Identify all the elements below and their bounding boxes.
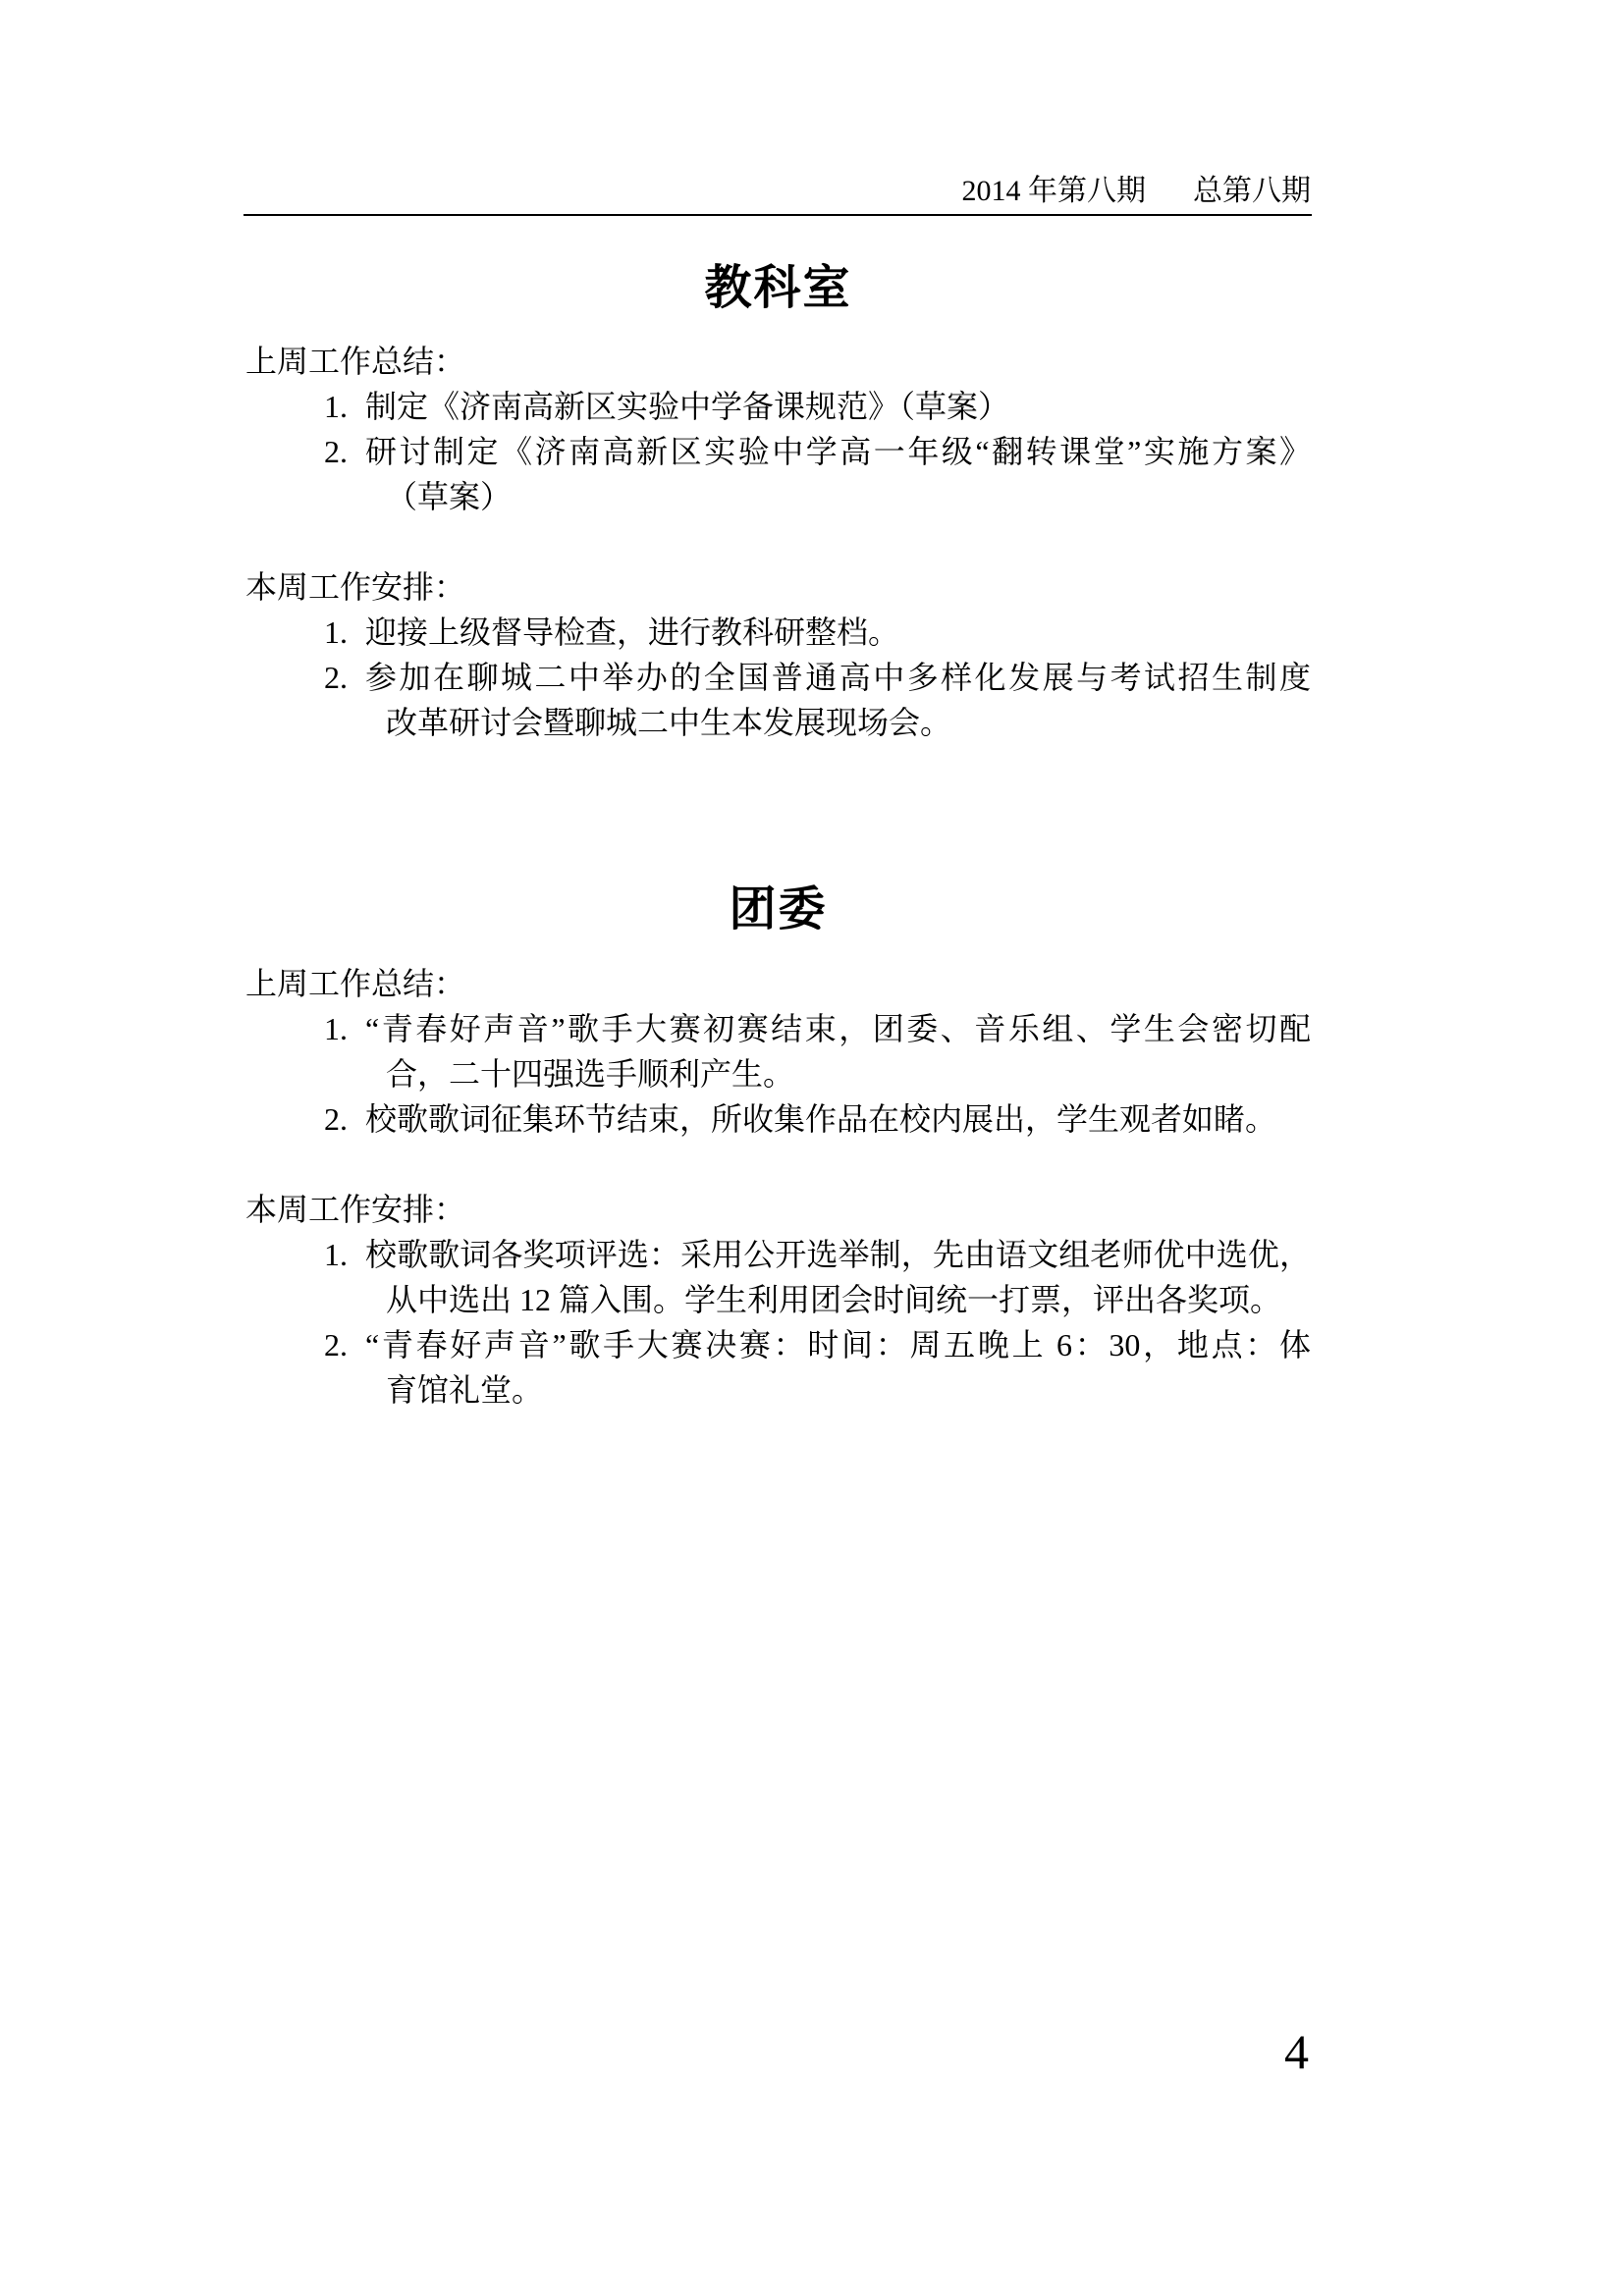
list-item-text: 研讨制定《济南高新区实验中学高一年级“翻转课堂”实施方案》 (365, 434, 1311, 469)
group-label: 本周工作安排： (245, 1192, 466, 1227)
list-item-number: 2. (324, 1327, 348, 1362)
list-item-line (324, 1006, 1311, 1051)
group-label: 上周工作总结： (245, 344, 466, 379)
group-label: 上周工作总结： (245, 966, 466, 1001)
list-item (324, 384, 1311, 429)
section-title-teaching-research: 教科室 (704, 260, 852, 315)
list-item-line (386, 474, 1311, 519)
list-item-text: “青春好声音”歌手大赛决赛：时间：周五晚上 6：30，地点：体 (365, 1327, 1311, 1362)
last-week-summary (245, 339, 1311, 519)
list-item-text: 校歌歌词征集环节结束，所收集作品在校内展出，学生观者如睹。 (365, 1101, 1277, 1137)
list-item-line (386, 700, 1311, 745)
list-item-number: 1. (324, 1011, 348, 1046)
section-title-youth-league: 团委 (729, 881, 828, 936)
list-item-line (324, 655, 1311, 700)
list-item-line (386, 1367, 1311, 1413)
issue-label: 2014 年第八期 (961, 175, 1146, 207)
group-label: 本周工作安排： (245, 569, 466, 605)
list-item-text: 迎接上级督导检查，进行教科研整档。 (365, 614, 900, 650)
list-item-text: （草案） (386, 479, 513, 514)
list-item-number: 1. (324, 614, 348, 650)
list-item-line (386, 1051, 1311, 1096)
list-item (324, 610, 1311, 655)
list-item-line (324, 1096, 1311, 1142)
section-body-youth-league (245, 961, 1311, 1413)
running-header (245, 172, 1311, 211)
list-item-number: 2. (324, 434, 348, 469)
list-item-number: 1. (324, 1237, 348, 1272)
list-item (324, 655, 1311, 745)
header-rule (244, 214, 1312, 216)
this-week-plan (245, 1187, 1311, 1413)
list-item (324, 1096, 1311, 1142)
list-item-text: 合，二十四强选手顺利产生。 (386, 1056, 795, 1092)
list-item-line (386, 1277, 1311, 1322)
list-item (324, 1232, 1311, 1322)
list-item-text: 校歌歌词各奖项评选：采用公开选举制，先由语文组老师优中选优， (365, 1237, 1311, 1272)
total-issue-label: 总第八期 (1193, 175, 1311, 207)
list-item-number: 2. (324, 1101, 348, 1137)
section-body-teaching-research (245, 339, 1311, 745)
list-item-text: 参加在聊城二中举办的全国普通高中多样化发展与考试招生制度 (365, 660, 1311, 695)
list-item-line (324, 1232, 1311, 1277)
list-item-line (324, 610, 1311, 655)
list-item-text: 从中选出 12 篇入围。学生利用团会时间统一打票，评出各奖项。 (386, 1282, 1282, 1317)
list-item-number: 2. (324, 660, 348, 695)
list-item-text: 育馆礼堂。 (386, 1372, 544, 1408)
page-number: 4 (1284, 2024, 1309, 2079)
list-item (324, 1322, 1311, 1413)
list-item-text: 制定《济南高新区实验中学备课规范》（草案） (365, 389, 1010, 424)
list-item-text: “青春好声音”歌手大赛初赛结束，团委、音乐组、学生会密切配 (365, 1011, 1311, 1046)
list-item-line (324, 384, 1311, 429)
last-week-summary (245, 961, 1311, 1142)
list-item (324, 429, 1311, 519)
list-item-number: 1. (324, 389, 348, 424)
list-item-line (324, 1322, 1311, 1367)
list-item-text: 改革研讨会暨聊城二中生本发展现场会。 (386, 705, 952, 740)
this-week-plan (245, 564, 1311, 745)
list-item (324, 1006, 1311, 1096)
list-item-line (324, 429, 1311, 474)
